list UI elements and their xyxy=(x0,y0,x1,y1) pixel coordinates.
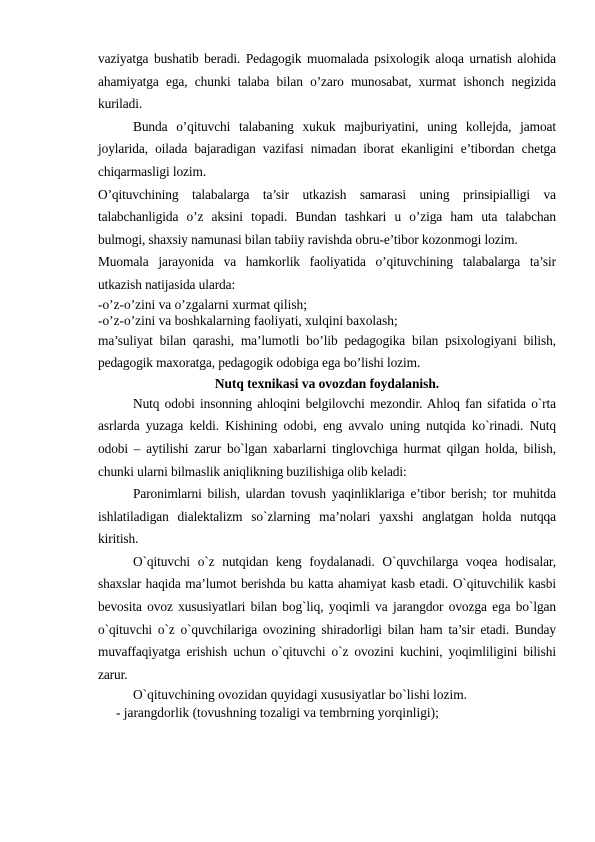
paragraph-8: O`qituvchi o`z nutqidan keng foydalanadi. O`quvchilarga voqea hodisalar, shaxslar haqida ma’lumot berishda bu katta ahamiyat kasb etadi. O`qituvchilik kasbi bevosita ovoz xususiyatlari bilan bog`liq, yoqimli va jarangdor ovozga ega bo`lgan o`qituvchi o`z o`quvchilariga ovozining shiradorligi bilan ham ta’sir etadi. Bunday muvaffaqiyatga erishish uchun o`qituvchi o`z ovozini kuchini, yoqimliligini bilishi zarur. xyxy=(98,553,556,682)
section-heading: Nutq texnikasi va ovozdan foydalanish. xyxy=(214,375,440,391)
paragraph-5: ma’suliyat bilan qarashi, ma’lumotli bo’lib pedagogika bilan psixologiyani bilish, pedagogik maxoratga, pedagogik odobiga ega bo’lishi lozim. xyxy=(98,332,556,371)
paragraph-3: O’qituvchining talabalarga ta’sir utkazish samarasi uning prinsipialligi va talabchanligida o’z aksini topadi. Bundan tashkari u o’ziga ham uta talabchan bulmogi, shaxsiy namunasi bilan tabiiy ravishda obru-e’tibor kozonmogi lozim. xyxy=(98,186,556,247)
paragraph-7: Paronimlarni bilish, ulardan tovush yaqinliklariga e’tibor berish; tor muhitda ishlatiladigan dialektalizm so`zlarning ma’nolari yaxshi anglatgan holda nutqqa kiritish. xyxy=(98,486,556,547)
list-item-evaluation: -o’z-o’zini va boshkalarning faoliyati, xulqini baxolash; xyxy=(98,313,398,329)
list-item-sonority: - jarangdorlik (tovushning tozaligi va tembrning yorqinligi); xyxy=(116,705,439,721)
paragraph-1: vaziyatga bushatib beradi. Pedagogik muomalada psixologik aloqa urnatish alohida ahamiyatga ega, chunki talaba bilan o’zaro munosabat, xurmat ishonch negizida kuriladi. xyxy=(98,51,556,112)
list-item-respect: -o’z-o’zini va o’zgalarni xurmat qilish; xyxy=(98,296,307,312)
paragraph-2: Bunda o’qituvchi talabaning xukuk majburiyatini, uning kollejda, jamoat joylarida, oilada bajaradigan vazifasi nimadan iborat ekanligini e’tibordan chetga chiqarmasligi lozim. xyxy=(98,118,556,179)
paragraph-6: Nutq odobi insonning ahloqini belgilovchi mezondir. Ahloq fan sifatida o`rta asrlarda yuzaga keldi. Kishining odobi, eng avvalo uning nutqida ko`rinadi. Nutq odobi – aytilishi zarur bo`lgan xabarlarni tinglovchiga hurmat qilgan holda, bilish, chunki ularni bilmaslik aniqlikning buzilishiga olib keladi: xyxy=(98,395,556,479)
document-page xyxy=(98,48,556,722)
paragraph-9: O`qituvchining ovozidan quyidagi xususiyatlar bo`lishi lozim. xyxy=(133,687,467,703)
paragraph-4: Muomala jarayonida va hamkorlik faoliyatida o’qituvchining talabalarga ta’sir utkazish natijasida ularda: xyxy=(98,254,556,292)
